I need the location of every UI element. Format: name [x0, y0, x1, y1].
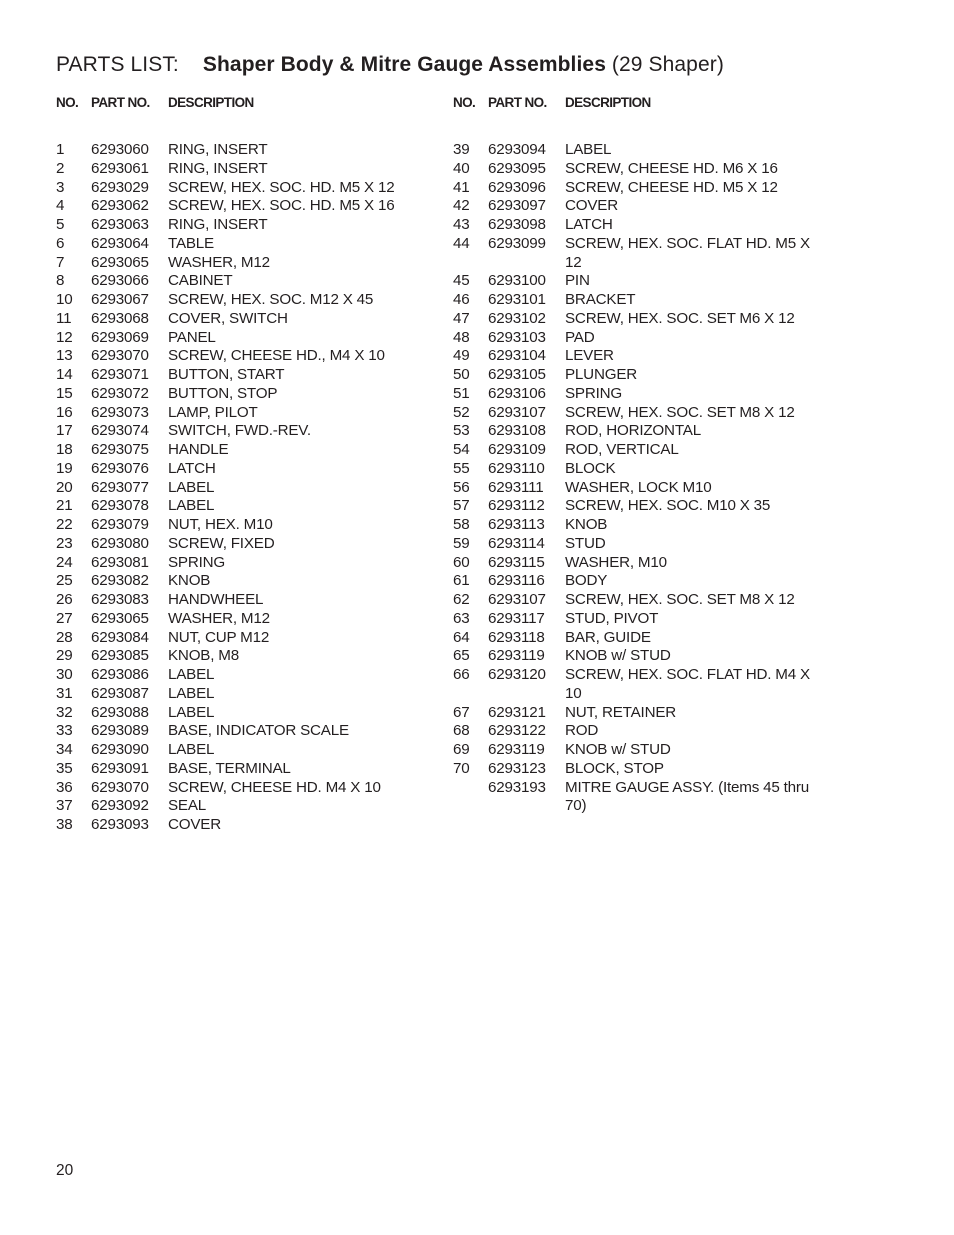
- table-row: [453, 179, 815, 198]
- table-row: [56, 610, 418, 629]
- item-number: 61: [453, 572, 470, 590]
- item-number: 13: [56, 347, 73, 365]
- item-number: 1: [56, 141, 65, 158]
- part-number: 6293193: [488, 778, 546, 796]
- item-number: 18: [56, 441, 73, 458]
- item-number: 64: [453, 628, 470, 646]
- header-part-no: PART NO.: [488, 95, 547, 110]
- part-number: 6293099: [488, 234, 546, 252]
- part-number: 6293104: [488, 347, 546, 365]
- part-description: RING, INSERT: [168, 141, 268, 158]
- part-description: NUT, CUP M12: [168, 628, 270, 646]
- item-number: 34: [56, 741, 73, 758]
- part-description: COVER, SWITCH: [168, 309, 288, 327]
- header-no: NO.: [56, 95, 79, 110]
- table-row: [453, 535, 815, 554]
- part-description: SPRING: [168, 553, 226, 571]
- page-title: [56, 51, 724, 79]
- part-number: 6293084: [91, 628, 149, 646]
- item-number: 50: [453, 366, 470, 383]
- item-number: 67: [453, 703, 470, 721]
- item-number: 44: [453, 234, 470, 252]
- part-number: 6293114: [488, 534, 545, 552]
- table-row: [453, 441, 815, 460]
- part-number: 6293121: [488, 703, 546, 721]
- part-description: NUT, HEX. M10: [168, 516, 273, 533]
- part-description: BLOCK: [565, 459, 616, 477]
- item-number: 7: [56, 253, 65, 271]
- item-number: 45: [453, 272, 470, 290]
- item-number: 70: [453, 759, 470, 777]
- part-description: PIN: [565, 272, 590, 290]
- part-description: SCREW, HEX. SOC. M12 X 45: [168, 291, 374, 308]
- part-description: WASHER, M12: [168, 609, 270, 627]
- part-number: 6293119: [488, 741, 545, 758]
- table-row: [56, 179, 418, 198]
- item-number: 69: [453, 741, 470, 758]
- item-number: 43: [453, 216, 470, 233]
- part-number: 6293068: [91, 309, 149, 327]
- part-description: KNOB, M8: [168, 647, 239, 665]
- item-number: 56: [453, 478, 470, 496]
- part-description: LABEL: [168, 703, 215, 721]
- table-row: [453, 141, 815, 160]
- header-description: DESCRIPTION: [565, 95, 651, 110]
- table-row: [56, 235, 418, 254]
- item-number: 11: [56, 309, 72, 327]
- item-number: 29: [56, 647, 73, 665]
- part-description: SWITCH, FWD.-REV.: [168, 422, 311, 440]
- item-number: 62: [453, 591, 470, 608]
- part-number: 6293063: [91, 216, 149, 233]
- item-number: 65: [453, 647, 470, 665]
- table-row: [453, 366, 815, 385]
- table-row: [56, 216, 418, 235]
- part-description: SCREW, CHEESE HD., M4 X 10: [168, 347, 385, 365]
- item-number: 35: [56, 759, 73, 777]
- part-description: SCREW, HEX. SOC. SET M8 X 12: [565, 403, 795, 421]
- table-row: [453, 385, 815, 404]
- part-description: HANDWHEEL: [168, 591, 264, 608]
- part-number: 6293092: [91, 797, 149, 815]
- table-row: [56, 629, 418, 648]
- part-number: 6293093: [91, 816, 149, 833]
- table-row: [453, 197, 815, 216]
- part-number: 6293107: [488, 591, 546, 608]
- table-row: [453, 572, 815, 591]
- part-number: 6293079: [91, 516, 149, 533]
- part-number: 6293029: [91, 178, 149, 196]
- item-number: 25: [56, 572, 73, 590]
- table-row: [56, 741, 418, 760]
- table-row: [56, 572, 418, 591]
- part-description: BAR, GUIDE: [565, 628, 651, 646]
- part-number: 6293116: [488, 572, 545, 590]
- table-header: [453, 95, 815, 115]
- item-number: 12: [56, 328, 73, 346]
- table-row: [453, 497, 815, 516]
- part-number: 6293113: [488, 516, 545, 533]
- part-description: BUTTON, START: [168, 366, 285, 383]
- table-row: [453, 329, 815, 348]
- item-number: 39: [453, 141, 470, 158]
- table-row: [56, 329, 418, 348]
- part-number: 6293078: [91, 497, 149, 515]
- part-number: 6293108: [488, 422, 546, 440]
- part-number: 6293095: [488, 159, 546, 177]
- part-number: 6293087: [91, 684, 149, 702]
- part-description: KNOB: [168, 572, 211, 590]
- part-description: WASHER, M10: [565, 553, 667, 571]
- table-row: [453, 422, 815, 441]
- table-row: [56, 160, 418, 179]
- item-number: 24: [56, 553, 73, 571]
- part-number: 6293071: [91, 366, 149, 383]
- part-description: KNOB w/ STUD: [565, 647, 671, 665]
- part-number: 6293065: [91, 609, 149, 627]
- item-number: 31: [56, 684, 73, 702]
- part-number: 6293107: [488, 403, 546, 421]
- item-number: 3: [56, 178, 65, 196]
- table-row: [56, 760, 418, 779]
- part-number: 6293062: [91, 197, 149, 215]
- part-description: COVER: [565, 197, 619, 215]
- part-number: 6293080: [91, 534, 149, 552]
- item-number: 23: [56, 534, 73, 552]
- part-number: 6293096: [488, 178, 546, 196]
- table-row: [453, 310, 815, 329]
- table-row: [56, 441, 418, 460]
- part-description: LATCH: [565, 216, 613, 233]
- part-number: 6293077: [91, 478, 149, 496]
- part-number: 6293109: [488, 441, 546, 458]
- table-row: [453, 760, 815, 779]
- item-number: 38: [56, 816, 73, 833]
- table-row: [453, 404, 815, 423]
- part-description: ROD: [565, 722, 599, 740]
- table-row: [453, 216, 815, 235]
- table-row: [453, 479, 815, 498]
- item-number: 42: [453, 197, 470, 215]
- part-number: 6293085: [91, 647, 149, 665]
- table-row: [56, 141, 418, 160]
- item-number: 27: [56, 609, 73, 627]
- item-number: 16: [56, 403, 73, 421]
- part-number: 6293100: [488, 272, 546, 290]
- table-row: [453, 722, 815, 741]
- table-row: [56, 516, 418, 535]
- parts-table-left: [56, 95, 418, 835]
- table-row: [56, 647, 418, 666]
- table-row: [56, 422, 418, 441]
- part-description: LABEL: [168, 478, 215, 496]
- part-description: LABEL: [565, 141, 612, 158]
- header-no: NO.: [453, 95, 476, 110]
- part-description: CABINET: [168, 272, 233, 290]
- part-description: SCREW, HEX. SOC. SET M6 X 12: [565, 309, 795, 327]
- table-row: [56, 666, 418, 685]
- item-number: 2: [56, 159, 65, 177]
- part-number: 6293110: [488, 459, 545, 477]
- part-number: 6293081: [91, 553, 149, 571]
- table-row: [56, 497, 418, 516]
- part-number: 6293089: [91, 722, 149, 740]
- item-number: 10: [56, 291, 73, 308]
- part-number: 6293103: [488, 328, 546, 346]
- table-row: [56, 366, 418, 385]
- table-header: [56, 95, 418, 115]
- part-number: 6293090: [91, 741, 149, 758]
- table-row: [453, 235, 815, 273]
- item-number: 41: [453, 178, 470, 196]
- part-number: 6293073: [91, 403, 149, 421]
- table-row: [453, 160, 815, 179]
- part-number: 6293120: [488, 666, 546, 683]
- item-number: 66: [453, 666, 470, 683]
- part-description: BASE, INDICATOR SCALE: [168, 722, 349, 740]
- part-number: 6293065: [91, 253, 149, 271]
- table-row: [56, 347, 418, 366]
- part-number: 6293064: [91, 234, 149, 252]
- part-number: 6293119: [488, 647, 545, 665]
- item-number: 52: [453, 403, 470, 421]
- title-suffix: (29 Shaper): [611, 53, 724, 76]
- item-number: 6: [56, 234, 65, 252]
- part-description: BRACKET: [565, 291, 636, 308]
- part-number: 6293091: [91, 759, 149, 777]
- part-number: 6293086: [91, 666, 149, 683]
- part-number: 6293112: [488, 497, 545, 515]
- part-number: 6293072: [91, 384, 149, 402]
- table-row: [56, 460, 418, 479]
- part-number: 6293082: [91, 572, 149, 590]
- part-description: WASHER, M12: [168, 253, 270, 271]
- table-row: [453, 591, 815, 610]
- part-description: KNOB w/ STUD: [565, 741, 671, 758]
- part-description: LABEL: [168, 497, 215, 515]
- part-number: 6293061: [91, 159, 149, 177]
- table-row: [453, 741, 815, 760]
- part-description: KNOB: [565, 516, 608, 533]
- item-number: 15: [56, 384, 73, 402]
- part-number: 6293118: [488, 628, 545, 646]
- table-row: [453, 554, 815, 573]
- table-row: [56, 197, 418, 216]
- part-number: 6293075: [91, 441, 149, 458]
- table-row: [453, 347, 815, 366]
- part-number: 6293111: [488, 478, 544, 496]
- part-description: SCREW, CHEESE HD. M5 X 12: [565, 178, 778, 196]
- part-description: SCREW, CHEESE HD. M4 X 10: [168, 778, 381, 796]
- item-number: 36: [56, 778, 73, 796]
- part-number: 6293122: [488, 722, 546, 740]
- table-row: [453, 704, 815, 723]
- part-number: 6293074: [91, 422, 149, 440]
- part-number: 6293105: [488, 366, 546, 383]
- part-description: BASE, TERMINAL: [168, 759, 291, 777]
- item-number: 51: [453, 384, 470, 402]
- part-number: 6293067: [91, 291, 149, 308]
- item-number: 5: [56, 216, 65, 233]
- part-description: LEVER: [565, 347, 614, 365]
- part-description: ROD, HORIZONTAL: [565, 422, 701, 440]
- part-number: 6293101: [488, 291, 546, 308]
- table-row: [56, 535, 418, 554]
- part-number: 6293123: [488, 759, 546, 777]
- item-number: 54: [453, 441, 470, 458]
- item-number: 19: [56, 459, 73, 477]
- item-number: 49: [453, 347, 470, 365]
- part-description: NUT, RETAINER: [565, 703, 677, 721]
- page-number: 20: [56, 1162, 74, 1179]
- table-row: [56, 385, 418, 404]
- part-description: SCREW, HEX. SOC. M10 X 35: [565, 497, 771, 515]
- parts-rows-left: [56, 141, 418, 835]
- table-row: [56, 779, 418, 798]
- item-number: 68: [453, 722, 470, 740]
- item-number: 28: [56, 628, 73, 646]
- part-number: 6293117: [488, 609, 545, 627]
- part-description: COVER: [168, 816, 222, 833]
- table-row: [453, 291, 815, 310]
- part-description: LABEL: [168, 741, 215, 758]
- table-row: [56, 722, 418, 741]
- part-number: 6293070: [91, 347, 149, 365]
- item-number: 63: [453, 609, 470, 627]
- table-row: [56, 254, 418, 273]
- item-number: 14: [56, 366, 73, 383]
- item-number: 60: [453, 553, 470, 571]
- part-description: LATCH: [168, 459, 216, 477]
- part-number: 6293097: [488, 197, 546, 215]
- table-row: [453, 516, 815, 535]
- part-description: SCREW, CHEESE HD. M6 X 16: [565, 159, 778, 177]
- item-number: 57: [453, 497, 470, 515]
- table-row: [56, 291, 418, 310]
- table-row: [453, 272, 815, 291]
- item-number: 53: [453, 422, 470, 440]
- item-number: 8: [56, 272, 65, 290]
- title-main: Shaper Body & Mitre Gauge Assemblies: [202, 53, 606, 76]
- part-description: SCREW, HEX. SOC. FLAT HD. M5 X 12: [565, 234, 810, 271]
- part-description: LABEL: [168, 684, 215, 702]
- part-description: SCREW, HEX. SOC. HD. M5 X 16: [168, 197, 395, 215]
- item-number: 37: [56, 797, 73, 815]
- part-description: PANEL: [168, 328, 216, 346]
- part-description: LABEL: [168, 666, 215, 683]
- item-number: 21: [56, 497, 73, 515]
- part-description: BODY: [565, 572, 608, 590]
- part-description: PLUNGER: [565, 366, 638, 383]
- part-description: RING, INSERT: [168, 159, 268, 177]
- table-row: [56, 272, 418, 291]
- part-description: MITRE GAUGE ASSY. (Items 45 thru 70): [565, 778, 809, 815]
- part-number: 6293083: [91, 591, 149, 608]
- parts-rows-right: [453, 141, 815, 816]
- part-number: 6293060: [91, 141, 149, 158]
- part-description: SCREW, HEX. SOC. HD. M5 X 12: [168, 178, 395, 196]
- item-number: 58: [453, 516, 470, 533]
- part-description: SEAL: [168, 797, 207, 815]
- part-description: RING, INSERT: [168, 216, 268, 233]
- item-number: 40: [453, 159, 470, 177]
- header-part-no: PART NO.: [91, 95, 150, 110]
- table-row: [453, 647, 815, 666]
- table-row: [56, 704, 418, 723]
- part-description: SCREW, FIXED: [168, 534, 275, 552]
- item-number: 30: [56, 666, 73, 683]
- part-number: 6293069: [91, 328, 149, 346]
- part-number: 6293076: [91, 459, 149, 477]
- part-number: 6293102: [488, 309, 546, 327]
- part-description: BUTTON, STOP: [168, 384, 278, 402]
- part-number: 6293094: [488, 141, 546, 158]
- table-row: [453, 629, 815, 648]
- part-description: HANDLE: [168, 441, 229, 458]
- part-number: 6293098: [488, 216, 546, 233]
- part-number: 6293066: [91, 272, 149, 290]
- table-row: [453, 779, 815, 817]
- item-number: 32: [56, 703, 73, 721]
- table-row: [453, 666, 815, 704]
- part-description: LAMP, PILOT: [168, 403, 258, 421]
- part-description: STUD, PIVOT: [565, 609, 659, 627]
- table-row: [56, 554, 418, 573]
- table-row: [56, 404, 418, 423]
- table-row: [56, 591, 418, 610]
- part-number: 6293115: [488, 553, 545, 571]
- header-description: DESCRIPTION: [168, 95, 254, 110]
- table-row: [453, 610, 815, 629]
- part-description: WASHER, LOCK M10: [565, 478, 712, 496]
- item-number: 26: [56, 591, 73, 608]
- table-row: [453, 460, 815, 479]
- table-row: [56, 479, 418, 498]
- item-number: 4: [56, 197, 65, 215]
- item-number: 55: [453, 459, 470, 477]
- part-description: ROD, VERTICAL: [565, 441, 679, 458]
- title-prefix: PARTS LIST:: [56, 53, 179, 76]
- item-number: 47: [453, 309, 470, 327]
- part-description: SCREW, HEX. SOC. SET M8 X 12: [565, 591, 795, 608]
- parts-table-right: [453, 95, 815, 816]
- part-number: 6293106: [488, 384, 546, 402]
- table-row: [56, 685, 418, 704]
- item-number: 48: [453, 328, 470, 346]
- item-number: 17: [56, 422, 73, 440]
- item-number: 33: [56, 722, 73, 740]
- table-row: [56, 816, 418, 835]
- part-description: SPRING: [565, 384, 623, 402]
- part-number: 6293088: [91, 703, 149, 721]
- part-description: PAD: [565, 328, 595, 346]
- table-row: [56, 797, 418, 816]
- part-number: 6293070: [91, 778, 149, 796]
- part-description: SCREW, HEX. SOC. FLAT HD. M4 X 10: [565, 666, 810, 702]
- part-description: STUD: [565, 534, 606, 552]
- item-number: 59: [453, 534, 470, 552]
- item-number: 20: [56, 478, 73, 496]
- part-description: BLOCK, STOP: [565, 759, 664, 777]
- table-row: [56, 310, 418, 329]
- part-description: TABLE: [168, 234, 214, 252]
- item-number: 46: [453, 291, 470, 308]
- item-number: 22: [56, 516, 73, 533]
